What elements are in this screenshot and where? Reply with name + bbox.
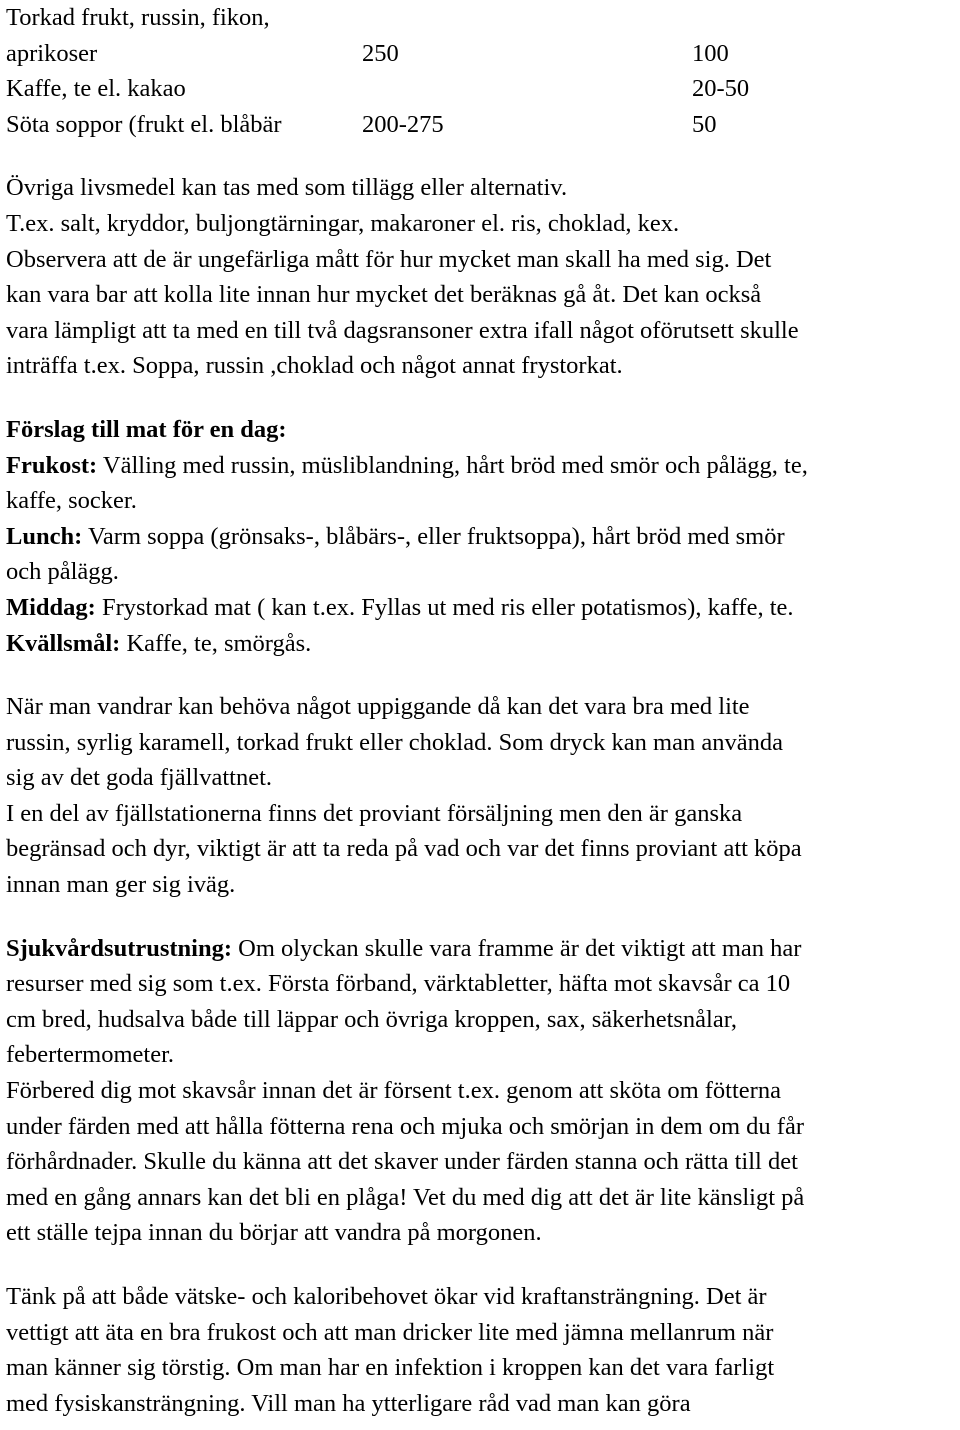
spacer: [6, 1251, 956, 1279]
text-line: vettigt att äta en bra frukost och att man dricker lite med jämna mellanrum när: [6, 1318, 774, 1346]
lunch-label: Lunch:: [6, 522, 83, 550]
hiking-paragraph: [6, 689, 956, 903]
text-line: Förbered dig mot skavsår innan det är försent t.ex. genom att sköta om fötterna: [6, 1077, 781, 1105]
table-cell-qty2: 100: [692, 39, 729, 67]
document-page: [6, 0, 956, 1421]
table-cell-qty1: 250: [362, 39, 399, 67]
text-line: kaffe, socker.: [6, 487, 137, 515]
text-line: med en gång annars kan det bli en plåga! Vet du med dig att det är lite känsligt på: [6, 1183, 805, 1211]
text-line: resurser med sig som t.ex. Första förband, värktabletter, häfta mot skavsår ca 10: [6, 970, 791, 998]
table-cell-qty1: 200-275: [362, 110, 444, 138]
spacer: [6, 661, 956, 689]
supper-label: Kvällsmål:: [6, 629, 121, 657]
text-line: innan man ger sig iväg.: [6, 871, 236, 899]
text-line: under färden med att hålla fötterna rena och mjuka och smörjan in dem om du får: [6, 1112, 804, 1140]
first-aid-first-line: Sjukvårdsutrustning: Om olyckan skulle vara framme är det viktigt att man har: [6, 934, 802, 962]
table-cell-qty2: 20-50: [692, 75, 750, 103]
text-line: och pålägg.: [6, 558, 119, 586]
table-first-line: Torkad frukt, russin, fikon,: [6, 4, 270, 31]
food-table: [6, 0, 956, 142]
lunch-line: Lunch: Varm soppa (grönsaks-, blåbärs-, eller fruktsoppa), hårt bröd med smör: [6, 522, 785, 550]
energy-paragraph: [6, 1279, 956, 1421]
text-line: ett ställe tejpa innan du börjar att vandra på morgonen.: [6, 1219, 542, 1247]
text-line: inträffa t.ex. Soppa, russin ,choklad och något annat frystorkat.: [6, 352, 623, 380]
text-line: Observera att de är ungefärliga mått för hur mycket man skall ha med sig. Det: [6, 245, 772, 273]
day-plan-section: [6, 412, 956, 661]
text-line: russin, syrlig karamell, torkad frukt eller choklad. Som dryck kan man använda: [6, 728, 783, 756]
table-row: [6, 71, 956, 107]
text-line: förhårdnader. Skulle du känna att det skaver under färden stanna och rätta till det: [6, 1148, 798, 1176]
dinner-label: Middag:: [6, 593, 96, 621]
text-line: När man vandrar kan behöva något uppiggande då kan det vara bra med lite: [6, 693, 750, 721]
table-row: [6, 36, 956, 72]
table-cell-name: aprikoser: [6, 39, 98, 67]
text-line: sig av det goda fjällvattnet.: [6, 764, 273, 792]
text-line: man känner sig törstig. Om man har en infektion i kroppen kan det vara farligt: [6, 1354, 775, 1382]
supper-line: Kvällsmål: Kaffe, te, smörgås.: [6, 629, 312, 657]
text-line: Övriga livsmedel kan tas med som tillägg eller alternativ.: [6, 174, 568, 202]
text-line: T.ex. salt, kryddor, buljongtärningar, makaroner el. ris, choklad, kex.: [6, 209, 680, 237]
table-cell-name: Söta soppor (frukt el. blåbär: [6, 110, 282, 138]
table-cell-name: Kaffe, te el. kakao: [6, 75, 186, 103]
section-heading: Förslag till mat för en dag:: [6, 415, 287, 443]
text-line: vara lämpligt att ta med en till två dagsransoner extra ifall något oförutsett skulle: [6, 316, 799, 344]
first-aid-label: Sjukvårdsutrustning:: [6, 934, 233, 962]
text-line: med fysiskansträngning. Vill man ha ytterligare råd vad man kan göra: [6, 1389, 691, 1417]
other-foods-paragraph: [6, 170, 956, 384]
table-cell-qty2: 50: [692, 110, 717, 138]
text-line: begränsad och dyr, viktigt är att ta reda på vad och var det finns proviant att köpa: [6, 835, 802, 863]
breakfast-line: Frukost: Välling med russin, müsliblandning, hårt bröd med smör och pålägg, te,: [6, 451, 808, 479]
breakfast-label: Frukost:: [6, 451, 98, 479]
dinner-line: Middag: Frystorkad mat ( kan t.ex. Fyllas ut med ris eller potatismos), kaffe, te.: [6, 593, 794, 621]
text-line: kan vara bar att kolla lite innan hur mycket det beräknas gå åt. Det kan också: [6, 281, 762, 309]
spacer: [6, 903, 956, 931]
spacer: [6, 384, 956, 412]
text-line: I en del av fjällstationerna finns det proviant försäljning men den är ganska: [6, 799, 743, 827]
first-aid-section: [6, 931, 956, 1251]
text-line: febertermometer.: [6, 1041, 175, 1069]
text-line: Tänk på att både vätske- och kaloribehovet ökar vid kraftansträngning. Det är: [6, 1283, 767, 1310]
text-line: cm bred, hudsalva både till läppar och övriga kroppen, sax, säkerhetsnålar,: [6, 1005, 738, 1033]
table-row: [6, 107, 956, 143]
spacer: [6, 142, 956, 170]
